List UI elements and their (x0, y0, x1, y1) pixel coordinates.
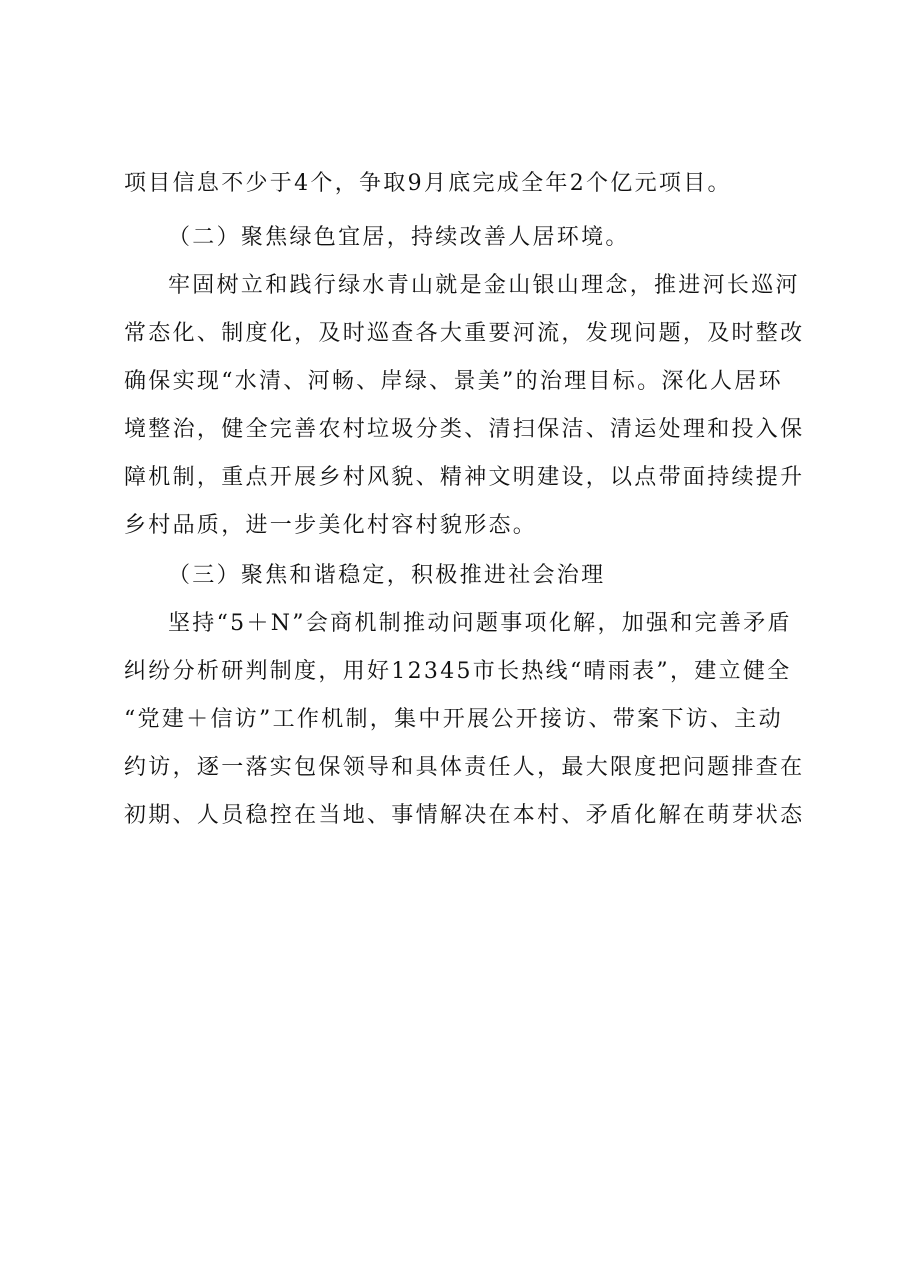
paragraph-line: 障机制，重点开展乡村风貌、精神文明建设，以点带面持续提升 (124, 465, 805, 490)
paragraph-line: 常态化、制度化，及时巡查各大重要河流，发现问题，及时整改 (124, 321, 805, 346)
paragraph-line: 境整治，健全完善农村垃圾分类、清扫保洁、清运处理和投入保 (124, 417, 805, 442)
paragraph-line: “党建＋信访”工作机制，集中开展公开接访、带案下访、主动 (124, 707, 783, 732)
paragraph-line: 初期、人员稳控在当地、事情解决在本村、矛盾化解在萌芽状态 (124, 803, 805, 828)
paragraph-line: 乡村品质，进一步美化村容村貌形态。 (124, 513, 538, 538)
paragraph-line: 纠纷分析研判制度，用好12345市长热线“晴雨表”，建立健全 (124, 659, 792, 684)
section-heading-three: （三）聚焦和谐稳定，积极推进社会治理 (168, 563, 606, 588)
paragraph-line: 约访，逐一落实包保领导和具体责任人，最大限度把问题排查在 (124, 755, 805, 780)
section-heading-two: （二）聚焦绿色宜居，持续改善人居环境。 (168, 225, 630, 250)
paragraph-line: 项目信息不少于4个，争取9月底完成全年2个亿元项目。 (124, 171, 732, 196)
paragraph-line: 坚持“5＋N”会商机制推动问题事项化解，加强和完善矛盾 (168, 611, 792, 636)
paragraph-line: 牢固树立和践行绿水青山就是金山银山理念，推进河长巡河 (168, 273, 800, 298)
paragraph-line: 确保实现“水清、河畅、岸绿、景美”的治理目标。深化人居环 (124, 369, 783, 394)
